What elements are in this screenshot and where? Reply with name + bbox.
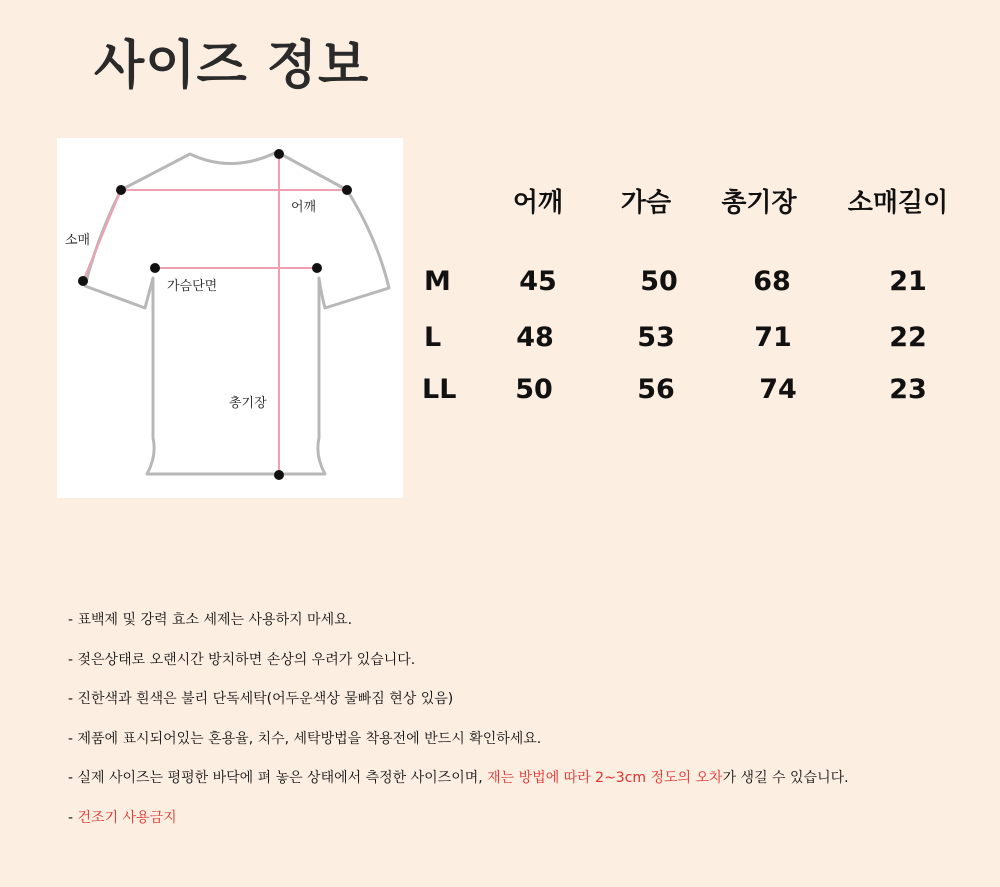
size-table (0, 0, 1000, 420)
note-check-label: - 제품에 표시되어있는 혼용율, 치수, 세탁방법을 착용전에 반드시 확인하세요. (68, 730, 542, 747)
note-bleach: - 표백제 및 강력 효소 세제는 사용하지 마세요. (68, 612, 353, 628)
header-shoulder: 어깨 (512, 188, 564, 218)
table-cell: 71 (754, 322, 792, 353)
table-cell: 56 (637, 374, 675, 405)
note-wet: - 젖은상태로 오랜시간 방치하면 손상의 우려가 있습니다. (68, 651, 416, 668)
table-cell: 53 (637, 322, 675, 353)
table-cell: 50 (640, 266, 678, 297)
size-label-ll: LL (422, 374, 457, 405)
size-label-m: M (424, 266, 451, 297)
page-title: 사이즈 정보 (94, 36, 370, 96)
header-sleeve: 소매길이 (847, 188, 949, 218)
chest-label: 가슴단면 (167, 279, 218, 294)
table-cell: 23 (889, 374, 927, 405)
note-separate-wash: - 진한색과 흰색은 불리 단독세탁(어두운색상 물빠짐 현상 있음) (68, 691, 454, 707)
header-chest: 가슴 (620, 188, 672, 218)
table-cell: 50 (515, 374, 553, 405)
table-cell: 22 (889, 322, 927, 353)
shoulder-label: 어깨 (291, 200, 317, 215)
table-cell: 45 (519, 266, 557, 297)
no-dryer-warning: 건조기 사용금지 (77, 809, 177, 826)
care-notes (68, 610, 988, 847)
length-label: 총기장 (229, 396, 267, 411)
table-cell: 48 (516, 322, 554, 353)
header-length: 총기장 (721, 188, 797, 218)
sleeve-label: 소매 (65, 233, 91, 248)
size-label-l: L (424, 322, 442, 353)
table-cell: 21 (889, 266, 927, 297)
tolerance-warning: 재는 방법에 따라 2~3cm 정도의 오차 (487, 770, 723, 786)
note-size-tolerance: - 실제 사이즈는 평평한 바닥에 펴 놓은 상태에서 측정한 사이즈이며, 재는 방법에 따라 2~3cm 정도의 오차가 생길 수 있습니다. (68, 770, 849, 786)
note-no-dryer: - 건조기 사용금지 (68, 809, 177, 826)
table-cell: 68 (753, 266, 791, 297)
table-cell: 74 (759, 374, 797, 405)
